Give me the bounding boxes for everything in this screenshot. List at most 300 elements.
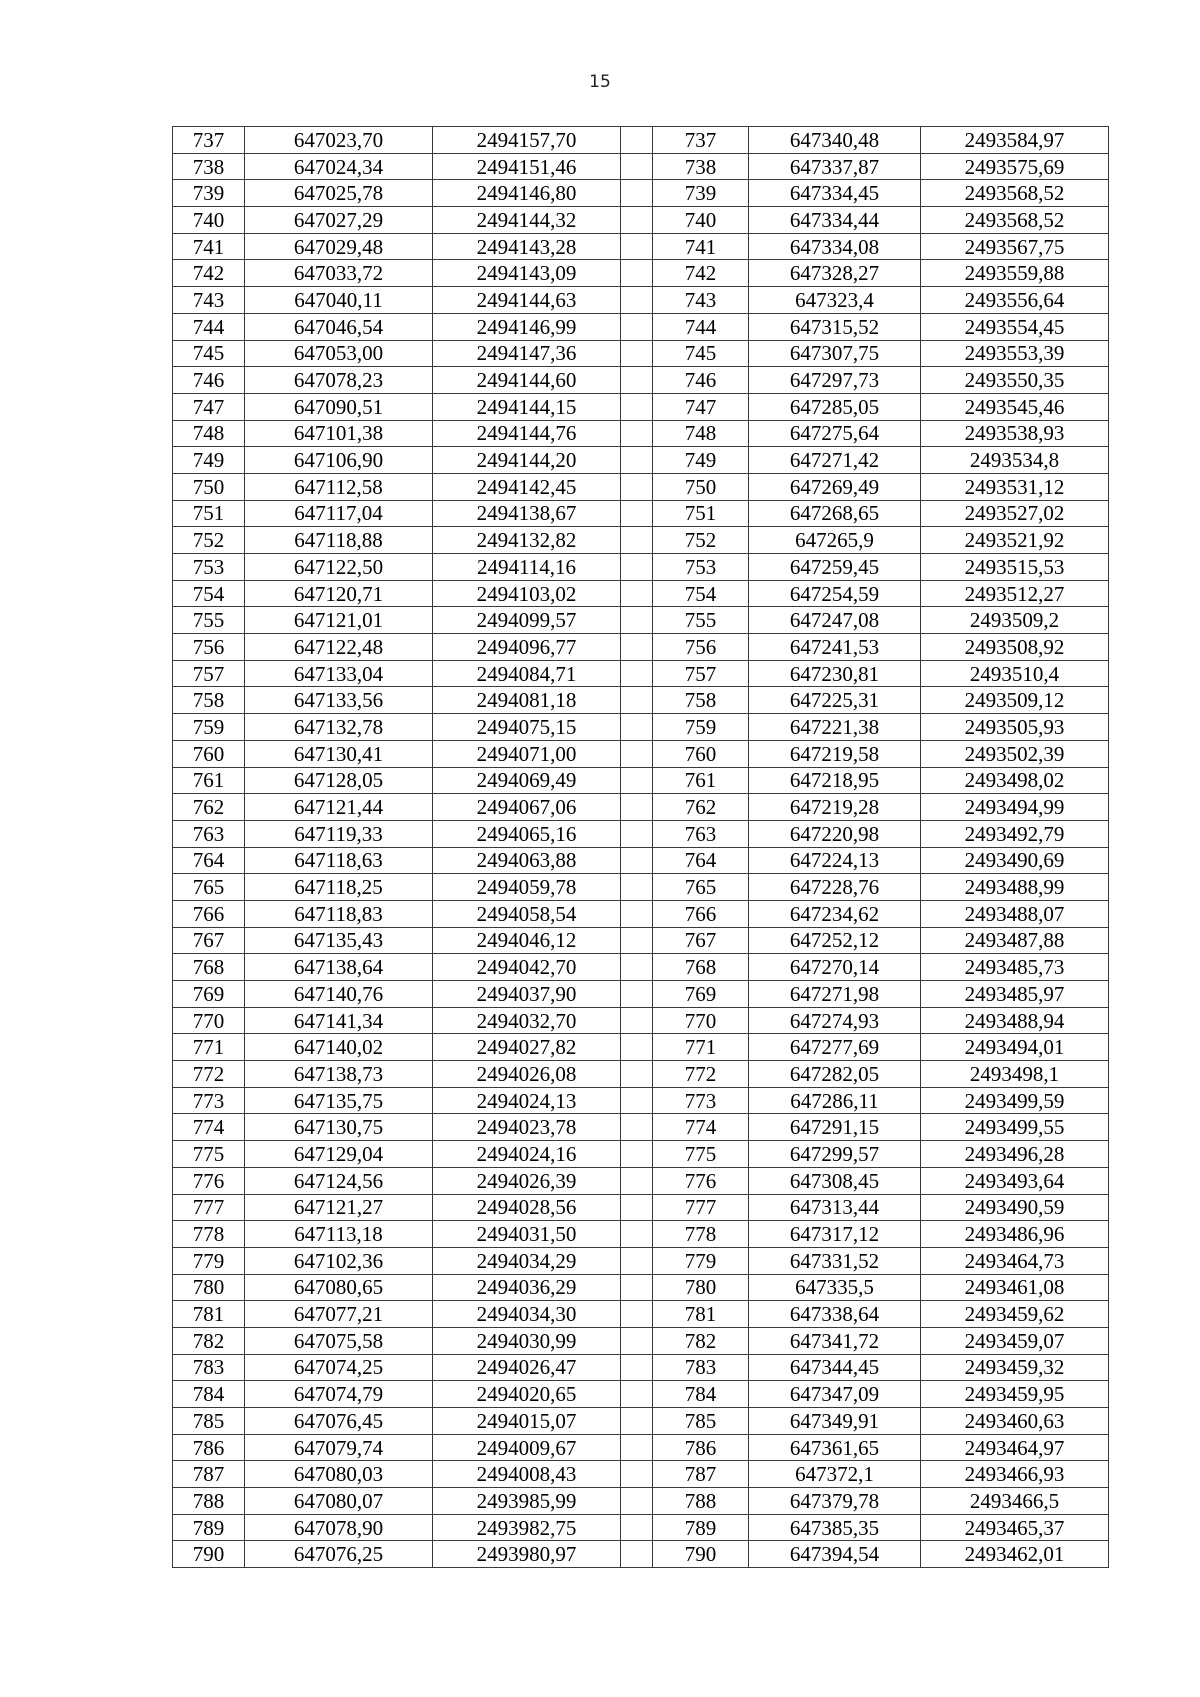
left-y-coordinate-cell: 2494034,29 (433, 1247, 621, 1274)
table-row (173, 554, 1109, 581)
column-separator (621, 1034, 653, 1061)
right-y-coordinate-cell: 2493512,27 (921, 580, 1109, 607)
left-x-coordinate-cell: 647029,48 (245, 233, 433, 260)
table-row (173, 607, 1109, 634)
left-x-coordinate-cell: 647117,04 (245, 500, 433, 527)
right-point-number-cell: 739 (653, 180, 749, 207)
table-row (173, 367, 1109, 394)
left-x-coordinate-cell: 647140,76 (245, 981, 433, 1008)
table-row (173, 767, 1109, 794)
table-row (173, 233, 1109, 260)
left-point-number-cell: 758 (173, 687, 245, 714)
column-separator (621, 1087, 653, 1114)
right-y-coordinate-cell: 2493509,2 (921, 607, 1109, 634)
right-point-number-cell: 737 (653, 127, 749, 154)
left-point-number-cell: 751 (173, 500, 245, 527)
right-y-coordinate-cell: 2493568,52 (921, 180, 1109, 207)
left-x-coordinate-cell: 647102,36 (245, 1247, 433, 1274)
left-y-coordinate-cell: 2494114,16 (433, 554, 621, 581)
right-x-coordinate-cell: 647344,45 (749, 1354, 921, 1381)
column-separator (621, 527, 653, 554)
right-x-coordinate-cell: 647337,87 (749, 153, 921, 180)
left-x-coordinate-cell: 647138,64 (245, 954, 433, 981)
table-row (173, 1061, 1109, 1088)
table-row (173, 634, 1109, 661)
left-x-coordinate-cell: 647033,72 (245, 260, 433, 287)
left-x-coordinate-cell: 647132,78 (245, 714, 433, 741)
left-y-coordinate-cell: 2494081,18 (433, 687, 621, 714)
right-point-number-cell: 740 (653, 207, 749, 234)
right-point-number-cell: 773 (653, 1087, 749, 1114)
left-point-number-cell: 760 (173, 740, 245, 767)
right-point-number-cell: 750 (653, 473, 749, 500)
table-row (173, 313, 1109, 340)
left-y-coordinate-cell: 2493980,97 (433, 1541, 621, 1568)
right-y-coordinate-cell: 2493459,95 (921, 1381, 1109, 1408)
right-y-coordinate-cell: 2493527,02 (921, 500, 1109, 527)
left-point-number-cell: 756 (173, 634, 245, 661)
left-point-number-cell: 786 (173, 1434, 245, 1461)
column-separator (621, 740, 653, 767)
right-x-coordinate-cell: 647265,9 (749, 527, 921, 554)
table-row (173, 1301, 1109, 1328)
column-separator (621, 1221, 653, 1248)
left-x-coordinate-cell: 647118,63 (245, 847, 433, 874)
left-y-coordinate-cell: 2494146,99 (433, 313, 621, 340)
table-row (173, 180, 1109, 207)
table-row (173, 954, 1109, 981)
left-y-coordinate-cell: 2494042,70 (433, 954, 621, 981)
right-y-coordinate-cell: 2493485,73 (921, 954, 1109, 981)
table-row (173, 1541, 1109, 1568)
left-point-number-cell: 771 (173, 1034, 245, 1061)
right-x-coordinate-cell: 647338,64 (749, 1301, 921, 1328)
left-y-coordinate-cell: 2494084,71 (433, 660, 621, 687)
table-row (173, 447, 1109, 474)
right-x-coordinate-cell: 647328,27 (749, 260, 921, 287)
right-x-coordinate-cell: 647254,59 (749, 580, 921, 607)
left-x-coordinate-cell: 647120,71 (245, 580, 433, 607)
left-y-coordinate-cell: 2494144,15 (433, 393, 621, 420)
left-point-number-cell: 782 (173, 1327, 245, 1354)
left-point-number-cell: 739 (173, 180, 245, 207)
right-point-number-cell: 759 (653, 714, 749, 741)
left-x-coordinate-cell: 647133,04 (245, 660, 433, 687)
right-point-number-cell: 755 (653, 607, 749, 634)
right-y-coordinate-cell: 2493494,99 (921, 794, 1109, 821)
left-point-number-cell: 785 (173, 1408, 245, 1435)
left-point-number-cell: 767 (173, 927, 245, 954)
left-y-coordinate-cell: 2494157,70 (433, 127, 621, 154)
left-y-coordinate-cell: 2494144,63 (433, 287, 621, 314)
column-separator (621, 447, 653, 474)
right-x-coordinate-cell: 647323,4 (749, 287, 921, 314)
right-y-coordinate-cell: 2493499,55 (921, 1114, 1109, 1141)
right-x-coordinate-cell: 647286,11 (749, 1087, 921, 1114)
right-x-coordinate-cell: 647252,12 (749, 927, 921, 954)
right-x-coordinate-cell: 647282,05 (749, 1061, 921, 1088)
right-point-number-cell: 748 (653, 420, 749, 447)
table-row (173, 1354, 1109, 1381)
right-point-number-cell: 756 (653, 634, 749, 661)
left-y-coordinate-cell: 2494144,76 (433, 420, 621, 447)
column-separator (621, 1327, 653, 1354)
left-x-coordinate-cell: 647024,34 (245, 153, 433, 180)
left-point-number-cell: 768 (173, 954, 245, 981)
right-x-coordinate-cell: 647313,44 (749, 1194, 921, 1221)
column-separator (621, 660, 653, 687)
column-separator (621, 714, 653, 741)
right-point-number-cell: 760 (653, 740, 749, 767)
left-point-number-cell: 783 (173, 1354, 245, 1381)
table-row (173, 287, 1109, 314)
left-y-coordinate-cell: 2494147,36 (433, 340, 621, 367)
right-point-number-cell: 770 (653, 1007, 749, 1034)
left-point-number-cell: 742 (173, 260, 245, 287)
table-row (173, 1087, 1109, 1114)
right-y-coordinate-cell: 2493462,01 (921, 1541, 1109, 1568)
left-y-coordinate-cell: 2494069,49 (433, 767, 621, 794)
right-point-number-cell: 782 (653, 1327, 749, 1354)
right-x-coordinate-cell: 647220,98 (749, 820, 921, 847)
right-y-coordinate-cell: 2493459,07 (921, 1327, 1109, 1354)
left-x-coordinate-cell: 647130,41 (245, 740, 433, 767)
right-x-coordinate-cell: 647335,5 (749, 1274, 921, 1301)
right-point-number-cell: 789 (653, 1514, 749, 1541)
right-y-coordinate-cell: 2493554,45 (921, 313, 1109, 340)
left-point-number-cell: 772 (173, 1061, 245, 1088)
left-y-coordinate-cell: 2494071,00 (433, 740, 621, 767)
column-separator (621, 1007, 653, 1034)
right-point-number-cell: 776 (653, 1167, 749, 1194)
table-row (173, 1461, 1109, 1488)
right-x-coordinate-cell: 647385,35 (749, 1514, 921, 1541)
right-y-coordinate-cell: 2493508,92 (921, 634, 1109, 661)
column-separator (621, 180, 653, 207)
right-y-coordinate-cell: 2493490,69 (921, 847, 1109, 874)
right-point-number-cell: 764 (653, 847, 749, 874)
right-point-number-cell: 774 (653, 1114, 749, 1141)
right-x-coordinate-cell: 647372,1 (749, 1461, 921, 1488)
right-x-coordinate-cell: 647270,14 (749, 954, 921, 981)
table-row (173, 127, 1109, 154)
column-separator (621, 313, 653, 340)
column-separator (621, 1114, 653, 1141)
column-separator (621, 127, 653, 154)
right-x-coordinate-cell: 647299,57 (749, 1141, 921, 1168)
column-separator (621, 767, 653, 794)
right-x-coordinate-cell: 647259,45 (749, 554, 921, 581)
column-separator (621, 420, 653, 447)
left-y-coordinate-cell: 2494132,82 (433, 527, 621, 554)
left-x-coordinate-cell: 647141,34 (245, 1007, 433, 1034)
left-y-coordinate-cell: 2494067,06 (433, 794, 621, 821)
table-row (173, 1247, 1109, 1274)
right-x-coordinate-cell: 647315,52 (749, 313, 921, 340)
right-y-coordinate-cell: 2493486,96 (921, 1221, 1109, 1248)
left-point-number-cell: 780 (173, 1274, 245, 1301)
left-x-coordinate-cell: 647106,90 (245, 447, 433, 474)
left-point-number-cell: 755 (173, 607, 245, 634)
right-x-coordinate-cell: 647275,64 (749, 420, 921, 447)
table-row (173, 794, 1109, 821)
left-x-coordinate-cell: 647133,56 (245, 687, 433, 714)
right-x-coordinate-cell: 647347,09 (749, 1381, 921, 1408)
left-y-coordinate-cell: 2494027,82 (433, 1034, 621, 1061)
left-point-number-cell: 759 (173, 714, 245, 741)
left-y-coordinate-cell: 2494099,57 (433, 607, 621, 634)
column-separator (621, 847, 653, 874)
left-x-coordinate-cell: 647078,23 (245, 367, 433, 394)
left-x-coordinate-cell: 647053,00 (245, 340, 433, 367)
left-point-number-cell: 778 (173, 1221, 245, 1248)
right-x-coordinate-cell: 647317,12 (749, 1221, 921, 1248)
left-x-coordinate-cell: 647027,29 (245, 207, 433, 234)
right-y-coordinate-cell: 2493492,79 (921, 820, 1109, 847)
right-point-number-cell: 738 (653, 153, 749, 180)
left-point-number-cell: 774 (173, 1114, 245, 1141)
right-y-coordinate-cell: 2493459,62 (921, 1301, 1109, 1328)
right-y-coordinate-cell: 2493550,35 (921, 367, 1109, 394)
right-y-coordinate-cell: 2493488,07 (921, 900, 1109, 927)
column-separator (621, 233, 653, 260)
left-x-coordinate-cell: 647074,79 (245, 1381, 433, 1408)
right-point-number-cell: 777 (653, 1194, 749, 1221)
left-x-coordinate-cell: 647112,58 (245, 473, 433, 500)
column-separator (621, 1408, 653, 1435)
right-y-coordinate-cell: 2493568,52 (921, 207, 1109, 234)
left-y-coordinate-cell: 2494063,88 (433, 847, 621, 874)
right-point-number-cell: 762 (653, 794, 749, 821)
left-point-number-cell: 784 (173, 1381, 245, 1408)
table-row (173, 207, 1109, 234)
left-y-coordinate-cell: 2494031,50 (433, 1221, 621, 1248)
right-y-coordinate-cell: 2493534,8 (921, 447, 1109, 474)
left-point-number-cell: 744 (173, 313, 245, 340)
right-x-coordinate-cell: 647341,72 (749, 1327, 921, 1354)
left-point-number-cell: 749 (173, 447, 245, 474)
left-x-coordinate-cell: 647023,70 (245, 127, 433, 154)
right-y-coordinate-cell: 2493493,64 (921, 1167, 1109, 1194)
table-row (173, 580, 1109, 607)
right-y-coordinate-cell: 2493499,59 (921, 1087, 1109, 1114)
right-y-coordinate-cell: 2493465,37 (921, 1514, 1109, 1541)
left-x-coordinate-cell: 647080,65 (245, 1274, 433, 1301)
right-point-number-cell: 751 (653, 500, 749, 527)
left-y-coordinate-cell: 2494143,09 (433, 260, 621, 287)
left-point-number-cell: 764 (173, 847, 245, 874)
table-row (173, 1434, 1109, 1461)
right-x-coordinate-cell: 647247,08 (749, 607, 921, 634)
left-point-number-cell: 779 (173, 1247, 245, 1274)
column-separator (621, 340, 653, 367)
left-x-coordinate-cell: 647076,45 (245, 1408, 433, 1435)
right-point-number-cell: 772 (653, 1061, 749, 1088)
column-separator (621, 1541, 653, 1568)
left-y-coordinate-cell: 2494026,47 (433, 1354, 621, 1381)
column-separator (621, 794, 653, 821)
left-y-coordinate-cell: 2494065,16 (433, 820, 621, 847)
left-y-coordinate-cell: 2493982,75 (433, 1514, 621, 1541)
column-separator (621, 1461, 653, 1488)
left-x-coordinate-cell: 647135,75 (245, 1087, 433, 1114)
right-x-coordinate-cell: 647394,54 (749, 1541, 921, 1568)
left-point-number-cell: 737 (173, 127, 245, 154)
left-point-number-cell: 762 (173, 794, 245, 821)
right-point-number-cell: 784 (653, 1381, 749, 1408)
column-separator (621, 1381, 653, 1408)
left-y-coordinate-cell: 2494075,15 (433, 714, 621, 741)
right-x-coordinate-cell: 647307,75 (749, 340, 921, 367)
right-y-coordinate-cell: 2493553,39 (921, 340, 1109, 367)
left-x-coordinate-cell: 647080,03 (245, 1461, 433, 1488)
table-row (173, 900, 1109, 927)
column-separator (621, 1167, 653, 1194)
left-y-coordinate-cell: 2494143,28 (433, 233, 621, 260)
right-y-coordinate-cell: 2493521,92 (921, 527, 1109, 554)
left-x-coordinate-cell: 647090,51 (245, 393, 433, 420)
left-x-coordinate-cell: 647074,25 (245, 1354, 433, 1381)
right-x-coordinate-cell: 647349,91 (749, 1408, 921, 1435)
right-y-coordinate-cell: 2493488,99 (921, 874, 1109, 901)
right-point-number-cell: 778 (653, 1221, 749, 1248)
left-y-coordinate-cell: 2494008,43 (433, 1461, 621, 1488)
right-y-coordinate-cell: 2493538,93 (921, 420, 1109, 447)
right-point-number-cell: 741 (653, 233, 749, 260)
column-separator (621, 1141, 653, 1168)
left-x-coordinate-cell: 647138,73 (245, 1061, 433, 1088)
left-x-coordinate-cell: 647078,90 (245, 1514, 433, 1541)
right-point-number-cell: 757 (653, 660, 749, 687)
left-point-number-cell: 750 (173, 473, 245, 500)
right-y-coordinate-cell: 2493464,73 (921, 1247, 1109, 1274)
left-x-coordinate-cell: 647128,05 (245, 767, 433, 794)
right-y-coordinate-cell: 2493531,12 (921, 473, 1109, 500)
table-row (173, 1514, 1109, 1541)
column-separator (621, 1514, 653, 1541)
left-x-coordinate-cell: 647140,02 (245, 1034, 433, 1061)
column-separator (621, 260, 653, 287)
right-y-coordinate-cell: 2493505,93 (921, 714, 1109, 741)
table-row (173, 393, 1109, 420)
left-point-number-cell: 738 (173, 153, 245, 180)
column-separator (621, 1274, 653, 1301)
column-separator (621, 287, 653, 314)
table-row (173, 740, 1109, 767)
left-point-number-cell: 776 (173, 1167, 245, 1194)
table-row (173, 1381, 1109, 1408)
left-point-number-cell: 754 (173, 580, 245, 607)
right-x-coordinate-cell: 647340,48 (749, 127, 921, 154)
right-point-number-cell: 742 (653, 260, 749, 287)
left-x-coordinate-cell: 647118,83 (245, 900, 433, 927)
left-y-coordinate-cell: 2494028,56 (433, 1194, 621, 1221)
column-separator (621, 473, 653, 500)
right-point-number-cell: 769 (653, 981, 749, 1008)
table-row (173, 1488, 1109, 1515)
right-point-number-cell: 765 (653, 874, 749, 901)
left-x-coordinate-cell: 647118,25 (245, 874, 433, 901)
left-y-coordinate-cell: 2494046,12 (433, 927, 621, 954)
left-y-coordinate-cell: 2494144,60 (433, 367, 621, 394)
column-separator (621, 981, 653, 1008)
table-row (173, 260, 1109, 287)
right-x-coordinate-cell: 647361,65 (749, 1434, 921, 1461)
right-y-coordinate-cell: 2493502,39 (921, 740, 1109, 767)
coordinates-table-body (173, 127, 1109, 1568)
right-point-number-cell: 780 (653, 1274, 749, 1301)
right-point-number-cell: 787 (653, 1461, 749, 1488)
column-separator (621, 874, 653, 901)
right-x-coordinate-cell: 647379,78 (749, 1488, 921, 1515)
left-point-number-cell: 757 (173, 660, 245, 687)
right-y-coordinate-cell: 2493498,1 (921, 1061, 1109, 1088)
left-x-coordinate-cell: 647113,18 (245, 1221, 433, 1248)
right-y-coordinate-cell: 2493459,32 (921, 1354, 1109, 1381)
right-x-coordinate-cell: 647219,58 (749, 740, 921, 767)
table-row (173, 1114, 1109, 1141)
right-point-number-cell: 758 (653, 687, 749, 714)
right-y-coordinate-cell: 2493510,4 (921, 660, 1109, 687)
left-x-coordinate-cell: 647118,88 (245, 527, 433, 554)
left-y-coordinate-cell: 2494034,30 (433, 1301, 621, 1328)
right-x-coordinate-cell: 647218,95 (749, 767, 921, 794)
table-row (173, 1274, 1109, 1301)
left-y-coordinate-cell: 2494144,32 (433, 207, 621, 234)
right-y-coordinate-cell: 2493545,46 (921, 393, 1109, 420)
right-y-coordinate-cell: 2493494,01 (921, 1034, 1109, 1061)
right-point-number-cell: 783 (653, 1354, 749, 1381)
right-x-coordinate-cell: 647224,13 (749, 847, 921, 874)
column-separator (621, 1354, 653, 1381)
table-row (173, 1034, 1109, 1061)
left-point-number-cell: 746 (173, 367, 245, 394)
left-y-coordinate-cell: 2494138,67 (433, 500, 621, 527)
right-point-number-cell: 761 (653, 767, 749, 794)
table-row (173, 687, 1109, 714)
column-separator (621, 1247, 653, 1274)
right-x-coordinate-cell: 647268,65 (749, 500, 921, 527)
right-point-number-cell: 790 (653, 1541, 749, 1568)
table-row (173, 500, 1109, 527)
right-point-number-cell: 752 (653, 527, 749, 554)
right-x-coordinate-cell: 647225,31 (749, 687, 921, 714)
table-row (173, 527, 1109, 554)
right-x-coordinate-cell: 647221,38 (749, 714, 921, 741)
right-point-number-cell: 754 (653, 580, 749, 607)
left-y-coordinate-cell: 2493985,99 (433, 1488, 621, 1515)
left-point-number-cell: 761 (173, 767, 245, 794)
left-x-coordinate-cell: 647079,74 (245, 1434, 433, 1461)
left-point-number-cell: 743 (173, 287, 245, 314)
left-x-coordinate-cell: 647077,21 (245, 1301, 433, 1328)
right-point-number-cell: 767 (653, 927, 749, 954)
left-x-coordinate-cell: 647076,25 (245, 1541, 433, 1568)
right-y-coordinate-cell: 2493464,97 (921, 1434, 1109, 1461)
left-point-number-cell: 790 (173, 1541, 245, 1568)
left-y-coordinate-cell: 2494059,78 (433, 874, 621, 901)
right-y-coordinate-cell: 2493556,64 (921, 287, 1109, 314)
table-row (173, 473, 1109, 500)
column-separator (621, 500, 653, 527)
right-point-number-cell: 744 (653, 313, 749, 340)
left-y-coordinate-cell: 2494023,78 (433, 1114, 621, 1141)
left-y-coordinate-cell: 2494036,29 (433, 1274, 621, 1301)
left-point-number-cell: 766 (173, 900, 245, 927)
table-row (173, 1141, 1109, 1168)
left-y-coordinate-cell: 2494058,54 (433, 900, 621, 927)
left-point-number-cell: 765 (173, 874, 245, 901)
